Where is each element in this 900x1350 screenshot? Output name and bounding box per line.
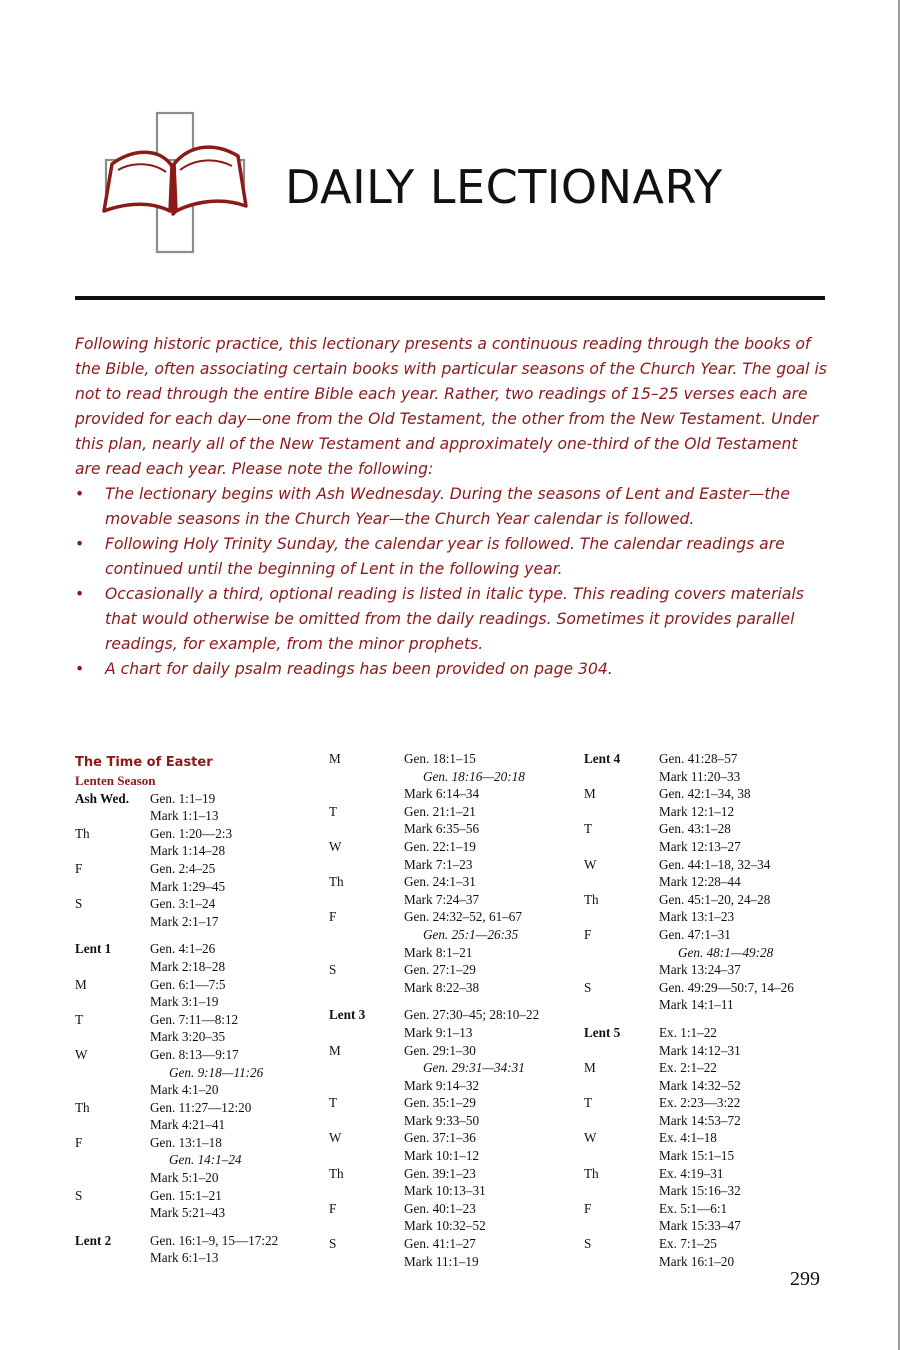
day-readings: [404, 873, 579, 908]
lectionary-column-1: [75, 750, 320, 1267]
day-label: S: [329, 1236, 337, 1252]
reading: Gen. 13:1–18: [150, 1134, 222, 1150]
day-label: F: [329, 1200, 337, 1216]
day-readings: [659, 1235, 829, 1270]
day-row: [75, 1011, 320, 1046]
optional-reading: Gen. 48:1—49:28: [678, 944, 774, 960]
reading: Mark 11:20–33: [659, 768, 741, 784]
day-label: W: [584, 1130, 597, 1146]
day-row: [584, 1024, 829, 1059]
optional-reading: Gen. 14:1–24: [169, 1152, 242, 1168]
page-title: DAILY LECTIONARY: [285, 160, 723, 214]
reading: Mark 1:1–13: [150, 808, 219, 824]
day-readings: [150, 1134, 320, 1187]
day-row: [584, 1165, 829, 1200]
day-readings: [150, 976, 320, 1011]
reading: Mark 2:1–17: [150, 913, 219, 929]
reading: Gen. 18:1–15: [404, 751, 476, 766]
reading: Gen. 27:1–29: [404, 962, 476, 978]
reading: Mark 6:1–13: [150, 1250, 219, 1266]
reading: Gen. 37:1–36: [404, 1130, 476, 1146]
day-label: M: [584, 1060, 596, 1076]
day-row: [75, 895, 320, 930]
day-row: [75, 1099, 320, 1134]
reading: Mark 14:12–31: [659, 1042, 741, 1058]
reading: Mark 4:21–41: [150, 1117, 226, 1133]
reading: Mark 5:1–20: [150, 1170, 219, 1186]
day-row: [329, 873, 579, 908]
reading: Gen. 47:1–31: [659, 926, 731, 942]
reading: Mark 15:33–47: [659, 1218, 741, 1234]
reading: Gen. 6:1—7:5: [150, 976, 226, 992]
day-label: Lent 3: [329, 1007, 366, 1023]
day-row: [584, 1094, 829, 1129]
day-readings: [659, 750, 829, 785]
day-label: T: [584, 821, 593, 837]
day-row: [329, 838, 579, 873]
day-row: [584, 856, 829, 891]
day-readings: [659, 1129, 829, 1164]
reading: Mark 14:53–72: [659, 1112, 741, 1128]
day-label: Lent 5: [584, 1024, 621, 1040]
day-label: M: [329, 1042, 341, 1058]
day-label: Ash Wed.: [75, 790, 129, 806]
week-group: [329, 750, 579, 996]
day-readings: [150, 1187, 320, 1222]
day-label: M: [584, 786, 596, 802]
reading: Ex. 2:23—3:22: [659, 1095, 741, 1111]
day-label: S: [75, 896, 83, 912]
reading: Gen. 41:28–57: [659, 751, 738, 766]
day-row: [584, 891, 829, 926]
reading: Mark 9:1–13: [404, 1024, 473, 1040]
day-row: [75, 1134, 320, 1187]
day-label: T: [329, 1095, 338, 1111]
cross-open-bible-icon: [100, 110, 250, 255]
day-row: [329, 750, 579, 803]
day-label: F: [584, 926, 592, 942]
day-readings: [659, 1059, 829, 1094]
bullet-icon: •: [75, 535, 85, 553]
reading: Ex. 1:1–22: [659, 1024, 717, 1040]
day-row: [329, 1200, 579, 1235]
season-subtitle: Lenten Season: [75, 773, 156, 788]
day-row: [329, 1006, 579, 1041]
day-readings: [659, 926, 829, 979]
reading: Ex. 4:1–18: [659, 1130, 717, 1146]
reading: Mark 13:24–37: [659, 962, 741, 978]
reading: Gen. 11:27—12:20: [150, 1099, 252, 1115]
day-row: [329, 1165, 579, 1200]
reading: Gen. 42:1–34, 38: [659, 786, 751, 802]
day-readings: [404, 1200, 579, 1235]
reading: Mark 1:29–45: [150, 878, 226, 894]
reading: Mark 9:33–50: [404, 1112, 480, 1128]
reading: Mark 15:1–15: [659, 1148, 735, 1164]
day-label: M: [329, 751, 341, 766]
optional-reading: Gen. 25:1—26:35: [423, 926, 519, 942]
intro-bullet: [75, 657, 827, 682]
day-readings: [150, 895, 320, 930]
reading: Mark 5:21–43: [150, 1205, 226, 1221]
day-label: F: [584, 1200, 592, 1216]
day-readings: [150, 1011, 320, 1046]
reading: Gen. 15:1–21: [150, 1187, 222, 1203]
day-row: [329, 1042, 579, 1095]
day-row: [75, 1046, 320, 1099]
day-label: W: [584, 856, 597, 872]
day-label: Lent 2: [75, 1232, 112, 1248]
day-label: Lent 4: [584, 751, 621, 766]
day-readings: [659, 1200, 829, 1235]
day-readings: [659, 1024, 829, 1059]
reading: Mark 16:1–20: [659, 1253, 735, 1269]
day-label: F: [75, 860, 83, 876]
intro-bullet: [75, 582, 827, 657]
day-readings: [404, 1094, 579, 1129]
reading: Mark 6:14–34: [404, 786, 480, 802]
reading: Gen. 1:20—2:3: [150, 825, 233, 841]
day-label: Th: [75, 1099, 90, 1115]
reading: Gen. 44:1–18, 32–34: [659, 856, 771, 872]
intro-bullet-text: The lectionary begins with Ash Wednesday. During the seasons of Lent and Easter—the movable seasons in the Church Year—the Church Year calendar is followed.: [105, 485, 790, 528]
day-row: [329, 1094, 579, 1129]
bullet-icon: •: [75, 485, 85, 503]
reading: Mark 6:35–56: [404, 821, 480, 837]
reading: Mark 12:13–27: [659, 838, 741, 854]
reading: Gen. 2:4–25: [150, 860, 216, 876]
day-label: T: [75, 1011, 84, 1027]
reading: Gen. 35:1–29: [404, 1095, 476, 1111]
day-row: [584, 979, 829, 1014]
day-readings: [404, 961, 579, 996]
day-label: S: [75, 1187, 83, 1203]
reading: Gen. 40:1–23: [404, 1200, 476, 1216]
reading: Gen. 3:1–24: [150, 896, 216, 912]
day-row: [584, 1059, 829, 1094]
reading: Mark 8:22–38: [404, 979, 480, 995]
reading: Gen. 24:32–52, 61–67: [404, 909, 522, 925]
day-label: F: [75, 1134, 83, 1150]
reading: Ex. 4:19–31: [659, 1165, 724, 1181]
day-row: [75, 1232, 320, 1267]
day-label: W: [75, 1046, 88, 1062]
day-readings: [150, 1232, 320, 1267]
reading: Gen. 27:30–45; 28:10–22: [404, 1007, 540, 1023]
day-label: Th: [329, 874, 344, 890]
week-group: [584, 1024, 829, 1270]
reading: Gen. 1:1–19: [150, 790, 216, 806]
week-group: [329, 1006, 579, 1270]
lectionary-column-2: [329, 750, 579, 1270]
reading: Gen. 21:1–21: [404, 803, 476, 819]
reading: Mark 3:1–19: [150, 994, 219, 1010]
reading: Mark 1:14–28: [150, 843, 226, 859]
day-row: [329, 961, 579, 996]
day-row: [75, 860, 320, 895]
day-label: F: [329, 909, 337, 925]
reading: Gen. 22:1–19: [404, 838, 476, 854]
optional-reading: Gen. 9:18—11:26: [169, 1064, 264, 1080]
day-row: [329, 1235, 579, 1270]
day-row: [75, 790, 320, 825]
day-label: W: [329, 1130, 342, 1146]
reading: Mark 10:32–52: [404, 1218, 486, 1234]
reading: Mark 12:28–44: [659, 874, 741, 890]
reading: Mark 7:24–37: [404, 891, 480, 907]
day-label: Th: [329, 1165, 344, 1181]
intro-bullet-text: A chart for daily psalm readings has been provided on page 304.: [105, 660, 613, 678]
day-label: S: [329, 962, 337, 978]
reading: Mark 9:14–32: [404, 1077, 480, 1093]
reading: Mark 7:1–23: [404, 856, 473, 872]
day-row: [584, 750, 829, 785]
reading: Ex. 2:1–22: [659, 1060, 717, 1076]
day-row: [329, 908, 579, 961]
reading: Ex. 7:1–25: [659, 1236, 717, 1252]
day-row: [584, 820, 829, 855]
day-readings: [404, 838, 579, 873]
intro-paragraph: Following historic practice, this lectionary presents a continuous reading through the books of the Bible, often associating certain books with particular seasons of the Church Year. The goal is not to read through the entire Bible each year. Rather, two readings of 15–25 verses each are provided for each day—one from the Old Testament, the other from the New Testament. Under this plan, nearly all of the New Testament and approximately one-third of the Old Testament are read each year. Please note the following:: [75, 335, 827, 478]
reading: Gen. 8:13—9:17: [150, 1046, 239, 1062]
day-readings: [150, 790, 320, 825]
day-label: Th: [584, 891, 599, 907]
reading: Mark 14:32–52: [659, 1077, 741, 1093]
day-readings: [404, 1165, 579, 1200]
reading: Mark 15:16–32: [659, 1183, 741, 1199]
reading: Gen. 41:1–27: [404, 1236, 476, 1252]
reading: Mark 14:1–11: [659, 997, 734, 1013]
reading: Gen. 16:1–9, 15—17:22: [150, 1232, 279, 1248]
reading: Mark 10:13–31: [404, 1183, 486, 1199]
reading: Mark 4:1–20: [150, 1082, 219, 1098]
week-group: [75, 1232, 320, 1267]
reading: Mark 11:1–19: [404, 1253, 479, 1269]
day-readings: [659, 1094, 829, 1129]
reading: Gen. 29:1–30: [404, 1042, 476, 1058]
day-label: Th: [584, 1165, 599, 1181]
day-row: [75, 1187, 320, 1222]
day-readings: [659, 891, 829, 926]
day-row: [584, 1235, 829, 1270]
reading: Gen. 7:11—8:12: [150, 1011, 239, 1027]
day-readings: [404, 1129, 579, 1164]
day-row: [75, 940, 320, 975]
reading: Mark 10:1–12: [404, 1148, 480, 1164]
week-group: [584, 750, 829, 1014]
reading: Gen. 43:1–28: [659, 821, 731, 837]
day-readings: [404, 1235, 579, 1270]
day-readings: [659, 856, 829, 891]
day-row: [329, 803, 579, 838]
day-label: Th: [75, 825, 90, 841]
day-readings: [659, 785, 829, 820]
day-label: T: [329, 803, 338, 819]
day-row: [584, 1200, 829, 1235]
day-readings: [150, 860, 320, 895]
reading: Mark 3:20–35: [150, 1029, 226, 1045]
day-readings: [404, 908, 579, 961]
optional-reading: Gen. 29:31—34:31: [423, 1060, 525, 1076]
day-row: [75, 976, 320, 1011]
season-title: The Time of Easter: [75, 755, 213, 770]
intro-bullet-text: Following Holy Trinity Sunday, the calendar year is followed. The calendar readings are continued until the beginning of Lent in the following year.: [105, 535, 785, 578]
intro-block: [75, 332, 827, 682]
day-readings: [150, 1046, 320, 1099]
reading: Gen. 4:1–26: [150, 941, 216, 957]
day-row: [584, 926, 829, 979]
day-row: [584, 1129, 829, 1164]
page-number: 299: [790, 1268, 820, 1290]
day-readings: [404, 1042, 579, 1095]
title-rule: [75, 296, 825, 300]
day-label: S: [584, 979, 592, 995]
reading: Mark 13:1–23: [659, 909, 735, 925]
week-group: [75, 940, 320, 1222]
intro-bullet: [75, 532, 827, 582]
day-readings: [659, 820, 829, 855]
day-readings: [404, 750, 579, 803]
day-label: Lent 1: [75, 941, 112, 957]
reading: Gen. 49:29—50:7, 14–26: [659, 979, 794, 995]
week-group: [75, 790, 320, 931]
optional-reading: Gen. 18:16—20:18: [423, 768, 525, 784]
reading: Gen. 39:1–23: [404, 1165, 476, 1181]
intro-bullet-list: [75, 482, 827, 682]
reading: Mark 2:18–28: [150, 958, 226, 974]
reading: Ex. 5:1—6:1: [659, 1200, 728, 1216]
reading: Gen. 45:1–20, 24–28: [659, 891, 771, 907]
day-row: [329, 1129, 579, 1164]
day-readings: [659, 979, 829, 1014]
day-row: [584, 785, 829, 820]
day-readings: [150, 825, 320, 860]
bullet-icon: •: [75, 585, 85, 603]
day-readings: [404, 803, 579, 838]
day-row: [75, 825, 320, 860]
day-label: W: [329, 838, 342, 854]
day-label: S: [584, 1236, 592, 1252]
day-label: T: [584, 1095, 593, 1111]
day-readings: [150, 1099, 320, 1134]
lectionary-column-3: [584, 750, 829, 1270]
reading: Mark 12:1–12: [659, 803, 735, 819]
intro-bullet-text: Occasionally a third, optional reading is listed in italic type. This reading covers materials that would otherwise be omitted from the daily readings. Sometimes it provides parallel readings, for example, from the minor prophets.: [105, 585, 804, 653]
reading: Gen. 24:1–31: [404, 874, 476, 890]
day-readings: [150, 940, 320, 975]
reading: Mark 8:1–21: [404, 944, 473, 960]
day-label: M: [75, 976, 87, 992]
day-readings: [659, 1165, 829, 1200]
bullet-icon: •: [75, 660, 85, 678]
intro-bullet: [75, 482, 827, 532]
day-readings: [404, 1006, 579, 1041]
